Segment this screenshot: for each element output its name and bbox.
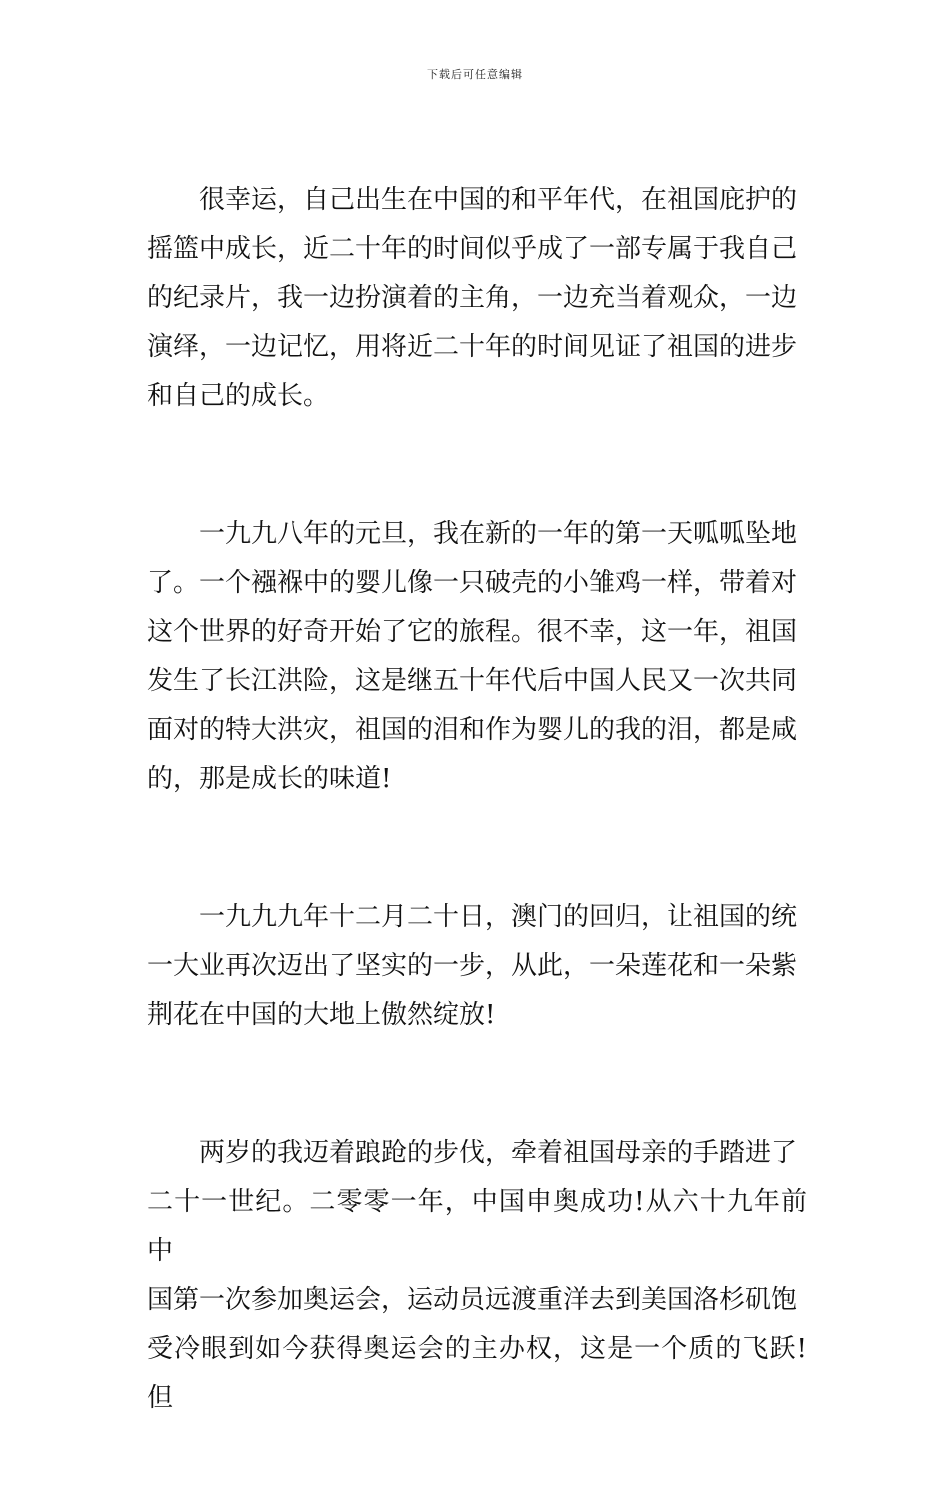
paragraph-4: 两岁的我迈着踉跄的步伐，牵着祖国母亲的手踏进了 二十一世纪。二零零一年，中国申奥成功!从六十九年前中 国第一次参加奥运会，运动员远渡重洋去到美国洛杉矶饱 受冷眼到如今获得奥运会的主办权，这是一个质的飞跃!但	[147, 1138, 807, 1413]
paragraph-3: 一九九九年十二月二十日，澳门的回归，让祖国的统 一大业再次迈出了坚实的一步，从此，一朵莲花和一朵紫 荆花在中国的大地上傲然绽放!	[147, 902, 798, 1030]
document-body	[147, 176, 807, 1512]
paragraph-2: 一九九八年的元旦，我在新的一年的第一天呱呱坠地 了。一个襁褓中的婴儿像一只破壳的小雏鸡一样，带着对 这个世界的好奇开始了它的旅程。很不幸，这一年，祖国 发生了长江洪险，这是继五十年代后中国人民又一次共同 面对的特大洪灾，祖国的泪和作为婴儿的我的泪，都是咸 的，那是成长的味道!	[147, 519, 798, 794]
paragraph-1: 很幸运，自己出生在中国的和平年代，在祖国庇护的 摇篮中成长，近二十年的时间似乎成了一部专属于我自己 的纪录片，我一边扮演着的主角，一边充当着观众，一边 演绎，一边记忆，用将近二十年的时间见证了祖国的进步 和自己的成长。	[147, 185, 798, 411]
page-header-note: 下载后可任意编辑	[427, 68, 523, 81]
